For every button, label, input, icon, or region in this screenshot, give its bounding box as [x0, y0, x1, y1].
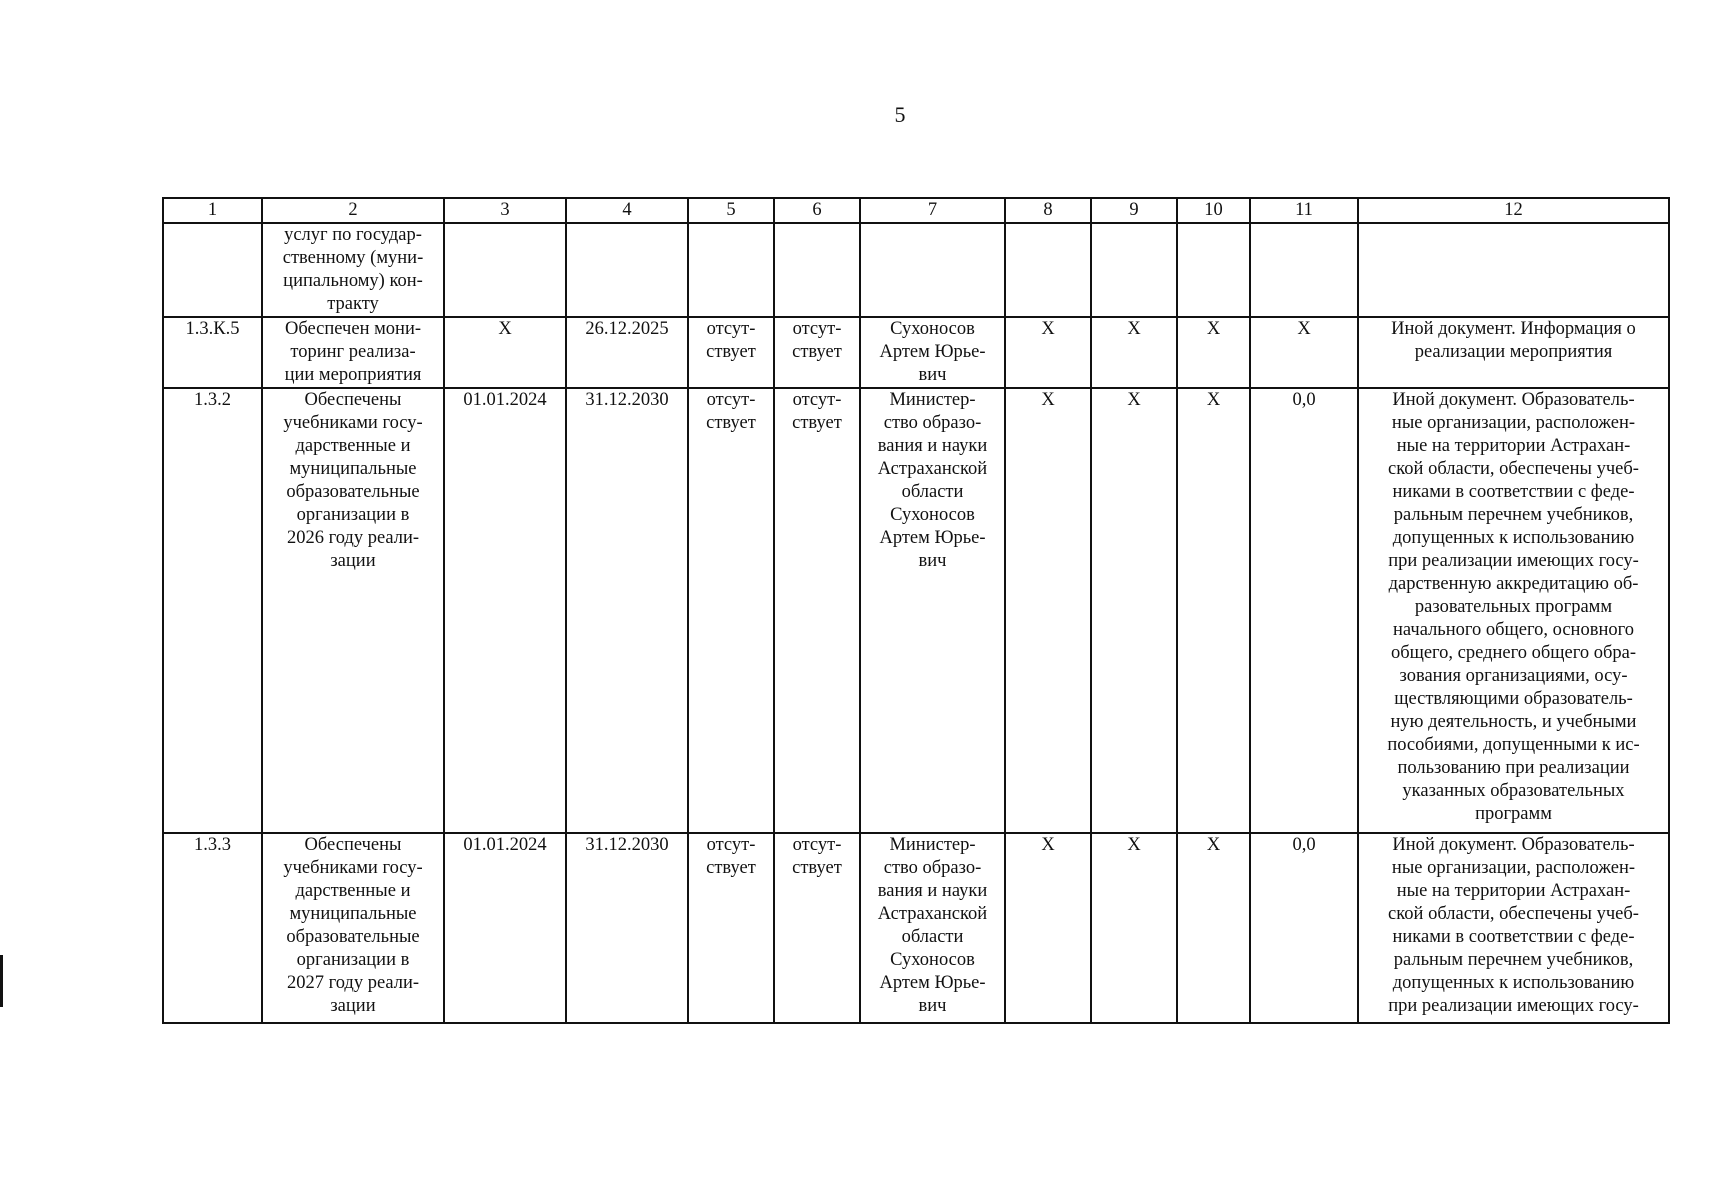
table-cell: отсут- ствует — [688, 388, 774, 833]
table-cell: Обеспечены учебниками госу- дарственные и муниципальные образовательные организации в 2027 году реали- зации — [262, 833, 444, 1023]
table-cell: отсут- ствует — [688, 317, 774, 388]
table-cell: X — [1177, 833, 1250, 1023]
table-cell: Иной документ. Информация о реализации мероприятия — [1358, 317, 1669, 388]
table-cell: Обеспечен мони- торинг реализа- ции мероприятия — [262, 317, 444, 388]
table-cell: X — [1177, 388, 1250, 833]
table-cell — [163, 223, 262, 317]
table-cell: 31.12.2030 — [566, 388, 688, 833]
column-header: 11 — [1250, 198, 1358, 223]
table-cell — [566, 223, 688, 317]
table-cell: 01.01.2024 — [444, 388, 566, 833]
table-cell — [860, 223, 1005, 317]
table-cell: X — [1091, 317, 1177, 388]
table-cell: Иной документ. Образователь- ные организации, расположен- ные на территории Астрахан- ской области, обеспечены учеб- никами в соответствии с феде- ральным перечнем учебников, допущенных к использованию при реализации имеющих госу- — [1358, 833, 1669, 1023]
table-cell — [1177, 223, 1250, 317]
table-cell: 1.3.3 — [163, 833, 262, 1023]
column-header: 1 — [163, 198, 262, 223]
table-cell: 31.12.2030 — [566, 833, 688, 1023]
table-header-row — [163, 198, 1669, 223]
table-cell: X — [1250, 317, 1358, 388]
table-cell — [1091, 223, 1177, 317]
column-header: 6 — [774, 198, 860, 223]
table-cell: Министер- ство образо- вания и науки Астраханской области Сухоносов Артем Юрье- вич — [860, 388, 1005, 833]
scan-margin-mark — [0, 955, 3, 1007]
column-header: 2 — [262, 198, 444, 223]
table-cell: отсут- ствует — [774, 833, 860, 1023]
table-cell: 1.3.2 — [163, 388, 262, 833]
table-cell: отсут- ствует — [688, 833, 774, 1023]
table-cell — [688, 223, 774, 317]
table-cell: 1.3.К.5 — [163, 317, 262, 388]
table-cell: X — [1091, 388, 1177, 833]
table-cell: Иной документ. Образователь- ные организации, расположен- ные на территории Астрахан- ской области, обеспечены учеб- никами в соответствии с феде- ральным перечнем учебников, допущенных к использованию при реализации имеющих госу- дарственную аккредитацию об- разовательных программ начального общего, основного общего, среднего общего обра- зования организациями, осу- ществляющими образователь- ную деятельность, и учебными пособиями, допущенными к ис- пользованию при реализации указанных образовательных программ — [1358, 388, 1669, 833]
table-cell: 0,0 — [1250, 833, 1358, 1023]
table-cell — [1358, 223, 1669, 317]
column-header: 3 — [444, 198, 566, 223]
table-cell — [1250, 223, 1358, 317]
table-cell: отсут- ствует — [774, 317, 860, 388]
table-cell: X — [1005, 317, 1091, 388]
table-cell: отсут- ствует — [774, 388, 860, 833]
table-cell — [774, 223, 860, 317]
table-cell: 0,0 — [1250, 388, 1358, 833]
table-cell: Министер- ство образо- вания и науки Астраханской области Сухоносов Артем Юрье- вич — [860, 833, 1005, 1023]
table-cell — [1005, 223, 1091, 317]
column-header: 4 — [566, 198, 688, 223]
table-row — [163, 223, 1669, 317]
page-number: 5 — [894, 102, 906, 127]
table-cell: 01.01.2024 — [444, 833, 566, 1023]
table-cell: услуг по государ- ственному (муни- ципальному) кон- тракту — [262, 223, 444, 317]
column-header: 8 — [1005, 198, 1091, 223]
column-header: 5 — [688, 198, 774, 223]
table-cell: X — [1091, 833, 1177, 1023]
column-header: 9 — [1091, 198, 1177, 223]
table-cell: X — [1005, 388, 1091, 833]
table-cell: X — [1177, 317, 1250, 388]
column-header: 7 — [860, 198, 1005, 223]
column-header: 10 — [1177, 198, 1250, 223]
table-row — [163, 317, 1669, 388]
table-cell: Сухоносов Артем Юрье- вич — [860, 317, 1005, 388]
table-cell — [444, 223, 566, 317]
table-cell: X — [1005, 833, 1091, 1023]
table-cell: 26.12.2025 — [566, 317, 688, 388]
column-header: 12 — [1358, 198, 1669, 223]
table-cell: X — [444, 317, 566, 388]
table-cell: Обеспечены учебниками госу- дарственные и муниципальные образовательные организации в 2026 году реали- зации — [262, 388, 444, 833]
document-table — [162, 197, 1670, 1024]
table-row — [163, 388, 1669, 833]
table-row — [163, 833, 1669, 1023]
